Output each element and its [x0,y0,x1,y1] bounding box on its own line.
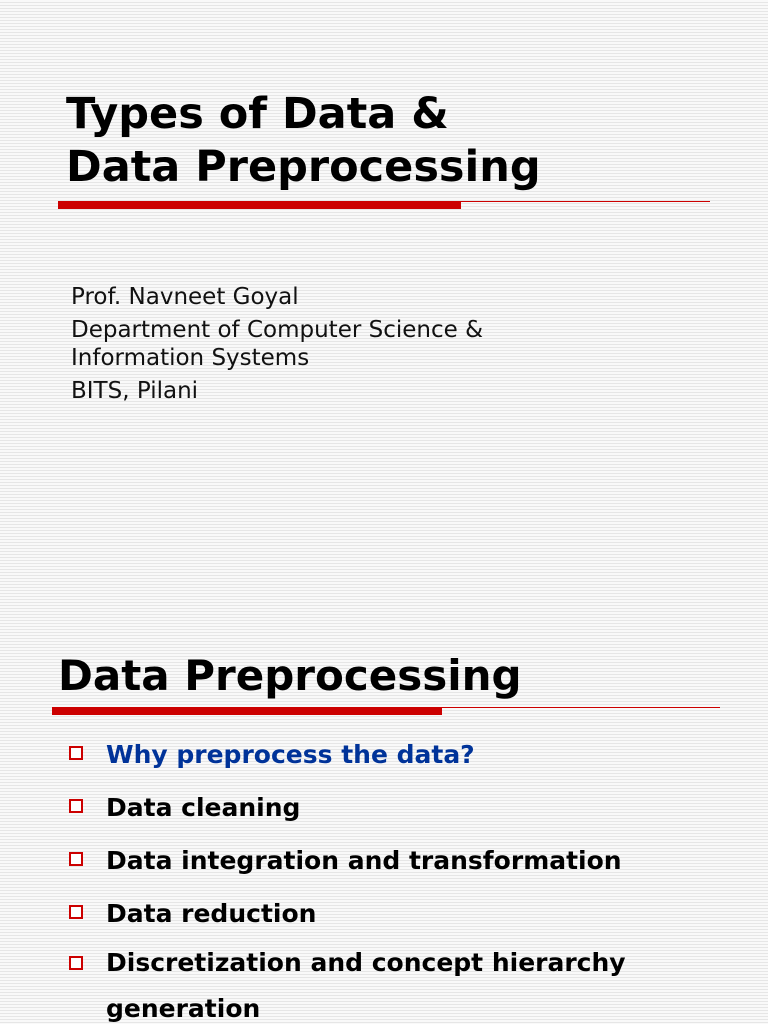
hollow-square-bullet-icon [69,799,83,813]
content-slide [0,620,768,1024]
title-underline-thick [52,708,442,715]
author-name: Prof. Navneet Goyal [71,284,299,310]
bullet-item [68,940,626,1024]
hollow-square-bullet-icon [69,905,83,919]
bullet-text: Data reduction [106,899,317,928]
bullet-item [68,781,626,834]
bullet-list [68,728,626,1024]
bullet-text: Data cleaning [106,793,301,822]
slide-title: Data Preprocessing [58,651,522,700]
hollow-square-bullet-icon [69,746,83,760]
hollow-square-bullet-icon [69,956,83,970]
bullet-item [68,887,626,940]
slide-title [66,88,541,194]
title-line-2: Data Preprocessing [66,142,541,192]
institution: BITS, Pilani [71,378,199,404]
department-line-2: Information Systems [71,345,310,371]
author-info [71,283,483,405]
title-line-1: Types of Data & [66,89,449,139]
bullet-text [106,948,626,1023]
bullet-item [68,834,626,887]
hollow-square-bullet-icon [69,852,83,866]
department-line-1: Department of Computer Science & [71,317,484,343]
bullet-text-line-1: Discretization and concept hierarchy [106,948,626,977]
bullet-text-line-2: generation [106,994,261,1023]
bullet-text: Why preprocess the data? [106,740,475,769]
title-underline-thick [58,202,461,209]
bullet-text: Data integration and transformation [106,846,622,875]
bullet-item [68,728,626,781]
